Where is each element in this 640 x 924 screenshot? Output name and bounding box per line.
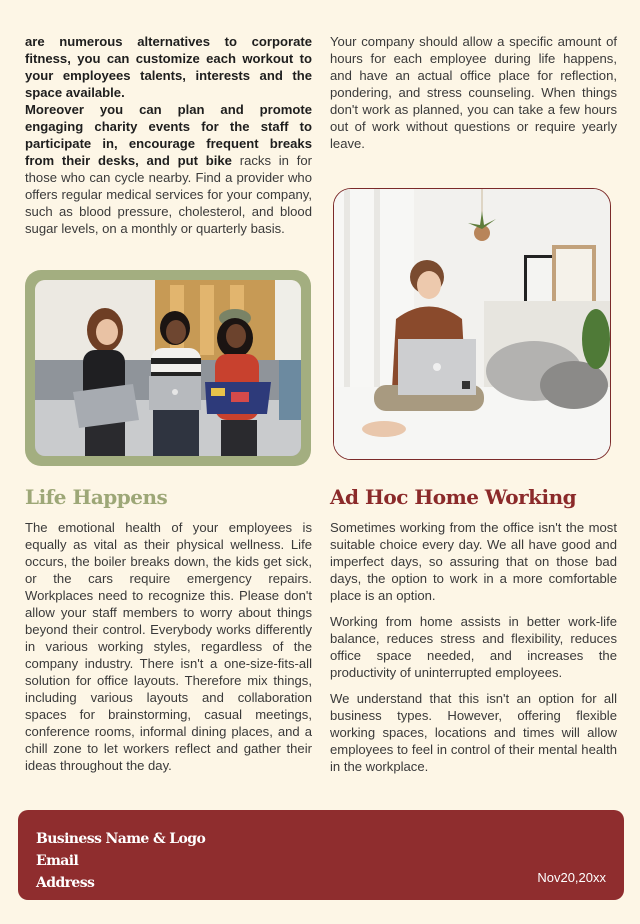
life-happens-hours-text: Your company should allow a specific amount of hours for each employee during life happens, and have an actual office place for reflection, pondering, and stress counseling. When things don't work as planned, you can take a few hours out of work without questions or require yearly leave. [330, 34, 617, 151]
business-name-logo: Business Name & Logo [36, 831, 206, 847]
ad-hoc-heading: Ad Hoc Home Working [330, 485, 577, 509]
medical-text: racks in for those who can cycle nearby. Find a provider who offers regular medical services for your company, such as blood pressure, cholesterol, and blood sugar levels, on a monthly or quarterly basis. [25, 153, 313, 236]
ad-hoc-paragraph-3: We understand that this isn't an option for all business types. However, offering flexible working spaces, locations and times will allow employees to feel in control of their mental health in the workplace. [330, 691, 617, 774]
ad-hoc-section [330, 519, 617, 784]
life-happens-body: The emotional health of your employees is equally as vital as their physical wellness. Life occurs, the boiler breaks down, the kids get sick, or the cars require emergency repairs. Workplaces need to recognize this. Please don't allow your staff members to worry about things beyond their control. Everybody works differently in various working styles, regardless of the company industry. There isn't a one-size-fits-all solution for office layouts. Therefore mix things, including various layouts and collaboration spaces for brainstorming, casual meetings, conference rooms, informal dining places, and a chill zone to let workers reflect and gather their ideas throughout the day. [25, 520, 312, 773]
footer-date: Nov20,20xx [537, 870, 606, 885]
team-laptops-photo [35, 280, 301, 456]
footer-email: Email [36, 853, 79, 869]
home-working-photo [333, 188, 611, 460]
charity-bold-text: Moreover you can plan and promote engaging charity events for the staff to participate in, encourage frequent breaks from their desks, and put bike [25, 102, 312, 168]
ad-hoc-paragraph-2: Working from home assists in better work-life balance, reduces stress and flexibility, reduces office space needed, and increases the productivity of uninterrupted employees. [330, 614, 617, 680]
life-happens-heading: Life Happens [25, 485, 168, 509]
life-happens-section [25, 519, 312, 774]
right-top-text [330, 33, 617, 152]
photo-frame-green [25, 270, 311, 466]
footer-contact [36, 828, 205, 894]
footer-bar [18, 810, 624, 900]
footer-address: Address [36, 875, 95, 891]
fitness-bold-text: are numerous alternatives to corporate fitness, you can customize each workout to your employees talents, interests and the space available. [25, 34, 312, 100]
ad-hoc-paragraph-1: Sometimes working from the office isn't the most suitable choice every day. We all have good and imperfect days, so assuring that on those bad days, the option to work in a more comfortable place is an option. [330, 520, 617, 603]
left-top-text [25, 33, 312, 237]
